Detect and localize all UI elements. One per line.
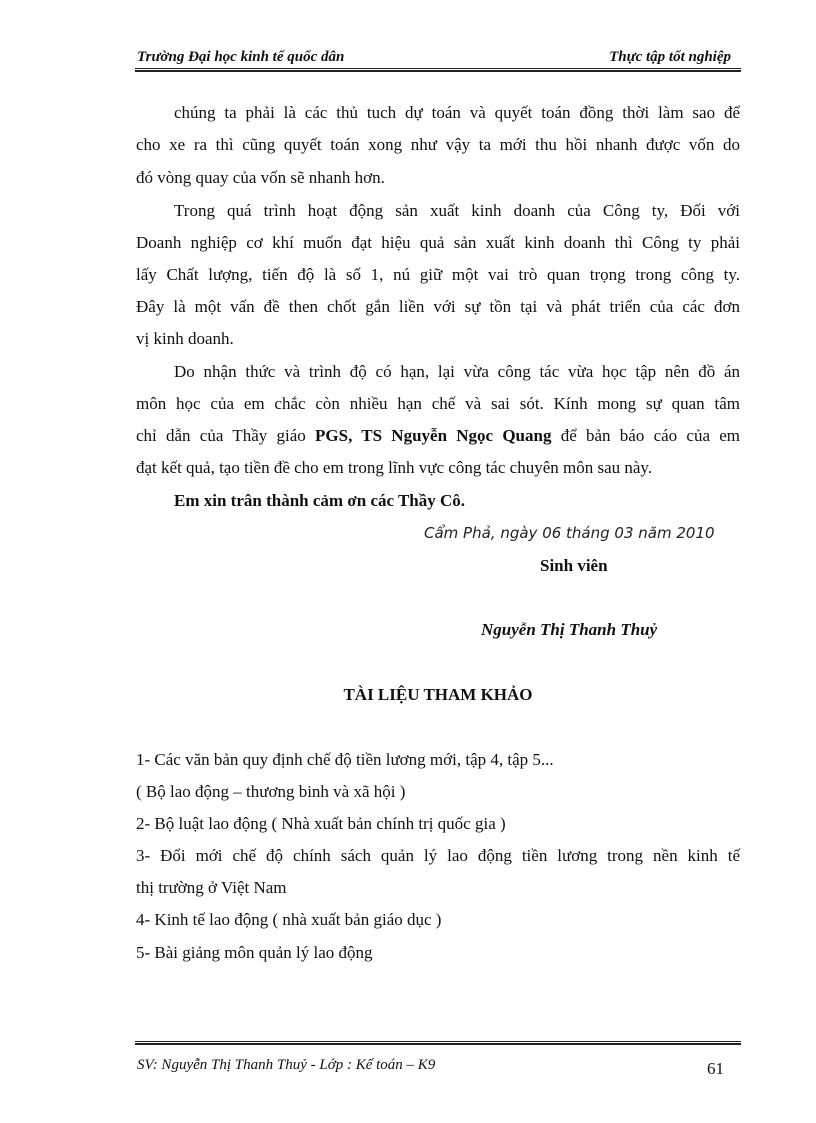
header-doc-type: Thực tập tốt nghiệp [609,49,731,65]
p3-line-2: môn học của em chắc còn nhiều hạn chế và sai sót. Kính mong sự quan tâm [136,394,740,413]
p2-line-3: lấy Chất lượng, tiến độ là số 1, nú giữ một vai trò quan trọng trong công ty. [136,265,740,284]
p1-line-3: đó vòng quay của vốn sẽ nhanh hơn. [136,168,385,187]
p3-line-3 [136,426,740,446]
signature-name: Nguyễn Thị Thanh Thuỷ [481,620,658,639]
p3-line-4: đạt kết quả, tạo tiền đề cho em trong lĩnh vực công tác chuyên môn sau này. [136,458,653,477]
p3-line-1: Do nhận thức và trình độ có hạn, lại vừa công tác vừa học tập nên đồ án [174,362,740,381]
reference-4: 4- Kinh tế lao động ( nhà xuất bản giáo dục ) [136,910,442,929]
p3-line-3-pre: chỉ dẫn của Thầy giáo [136,426,316,445]
reference-3-cont: thị trường ở Việt Nam [136,878,287,897]
p1-line-2: cho xe ra thì cũng quyết toán xong như vậy ta mới thu hồi nhanh được vốn do [136,135,740,154]
footer-rule [135,1041,741,1045]
footer-student: SV: Nguyễn Thị Thanh Thuỷ - Lớp : Kế toán – K9 [137,1057,436,1073]
reference-1-publisher: ( Bộ lao động – thương binh và xã hội ) [136,782,406,801]
thanks-line: Em xin trân thành cảm ơn các Thầy Cô. [174,491,466,510]
p2-line-1: Trong quá trình hoạt động sản xuất kinh doanh của Công ty, Đối với [174,201,740,220]
page-header [135,47,741,69]
signature-date: Cẩm Phả, ngày 06 tháng 03 năm 2010 [424,524,715,542]
p2-line-5: vị kinh doanh. [136,329,234,348]
p2-line-2: Doanh nghiệp cơ khí muốn đạt hiệu quả sản xuất kinh doanh thì Công ty phải [136,233,740,252]
header-school: Trường Đại học kinh tế quốc dân [137,49,345,65]
reference-2: 2- Bộ luật lao động ( Nhà xuất bản chính trị quốc gia ) [136,814,506,833]
p2-line-4: Đây là một vấn đề then chốt gắn liền với sự tồn tại và phát triển của các đơn [136,297,740,316]
reference-1: 1- Các văn bản quy định chế độ tiền lương mới, tập 4, tập 5... [136,750,554,769]
reference-5: 5- Bài giảng môn quản lý lao động [136,943,373,962]
p3-line-3-post: để bản báo cáo của em [551,426,741,445]
p1-line-1: chúng ta phải là các thủ tuch dự toán và quyết toán đồng thời làm sao để [174,103,740,122]
signature-title: Sinh viên [540,556,608,575]
page-number: 61 [707,1059,724,1078]
references-title: TÀI LIỆU THAM KHẢO [343,685,533,704]
reference-3: 3- Đổi mới chế độ chính sách quản lý lao động tiền lương trong nền kinh tế [136,846,740,865]
advisor-name: PGS, TS Nguyễn Ngọc Quang [315,426,552,445]
header-rule [135,68,741,72]
